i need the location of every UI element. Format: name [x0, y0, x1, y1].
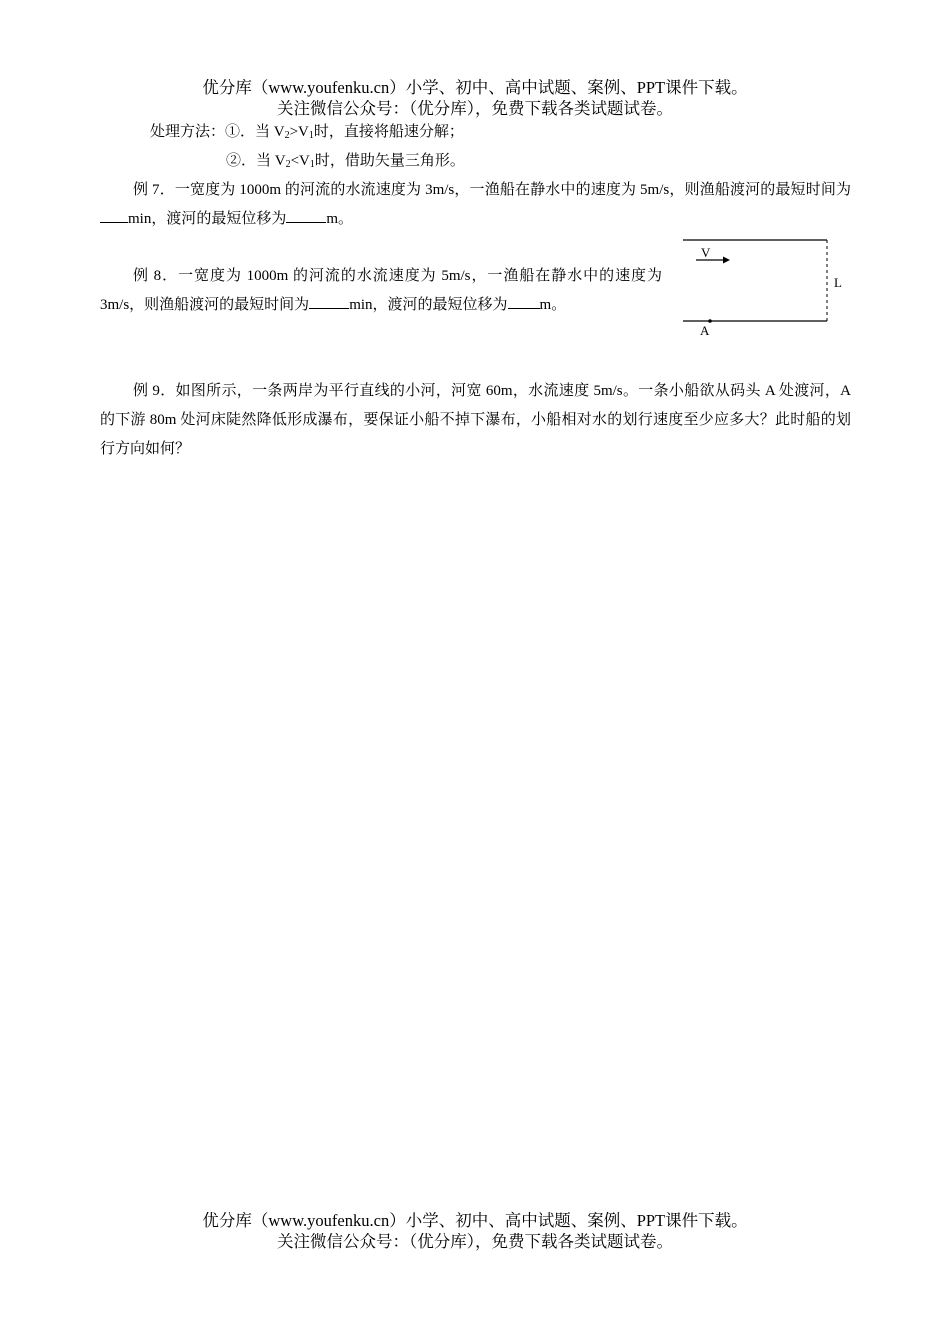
- example-9: 例 9．如图所示，一条两岸为平行直线的小河，河宽 60m，水流速度 5m/s。一条小船欲从码头 A 处渡河，A 的下游 80m 处河床陡然降低形成瀑布，要保证小船不掉下瀑布，小船相对水的划行速度至少应多大？此时船的划行方向如何？: [100, 383, 851, 457]
- velocity-arrow-head: [723, 257, 730, 264]
- footer-line-1: 优分库（www.youfenku.cn）小学、初中、高中试题、案例、PPT课件下载。: [202, 1211, 748, 1230]
- header-line-1: 优分库（www.youfenku.cn）小学、初中、高中试题、案例、PPT课件下载。: [202, 78, 748, 97]
- river-diagram: [676, 234, 856, 344]
- example-7-text-b: min，渡河的最短位移为: [128, 211, 287, 227]
- method-operator: <V: [290, 153, 310, 169]
- velocity-label: V: [701, 245, 711, 260]
- method-prefix: 处理方法：①．当 V: [150, 124, 285, 140]
- method-case-1: [150, 118, 464, 147]
- method-case-2: [226, 147, 465, 176]
- answer-blank: [508, 292, 540, 309]
- header-line-2: 关注微信公众号：（优分库），免费下载各类试题试卷。: [277, 99, 673, 118]
- subscript: 1: [308, 130, 314, 141]
- example-8-text-b: min，渡河的最短位移为: [349, 297, 508, 313]
- method-case-1-text: 时，直接将船速分解；: [313, 124, 464, 140]
- example-8: [100, 262, 662, 320]
- method-case-2-prefix: ②．当 V: [226, 153, 286, 169]
- subscript: 2: [285, 159, 291, 170]
- footer-line-2: 关注微信公众号：（优分库），免费下载各类试题试卷。: [277, 1232, 673, 1251]
- method-case-2-text: 时，借助矢量三角形。: [314, 153, 465, 169]
- example-8-text-c: m。: [539, 297, 567, 313]
- example-8-text-a: 例 8．一宽度为 1000m 的河流的水流速度为 5m/s，一渔船在静水中的速度为 3m/s，则渔船渡河的最短时间为: [100, 268, 662, 313]
- answer-blank: [309, 292, 349, 309]
- method-operator: >V: [289, 124, 309, 140]
- subscript: 2: [284, 130, 290, 141]
- subscript: 1: [309, 159, 315, 170]
- example-7-text-a: 例 7．一宽度为 1000m 的河流的水流速度为 3m/s，一渔船在静水中的速度为 5m/s，则渔船渡河的最短时间为: [133, 182, 851, 198]
- point-a-label: A: [700, 323, 710, 338]
- example-7: [100, 176, 851, 234]
- width-label: L: [834, 275, 842, 290]
- example-7-text-c: m。: [326, 211, 354, 227]
- answer-blank: [286, 206, 326, 223]
- answer-blank: [100, 206, 128, 223]
